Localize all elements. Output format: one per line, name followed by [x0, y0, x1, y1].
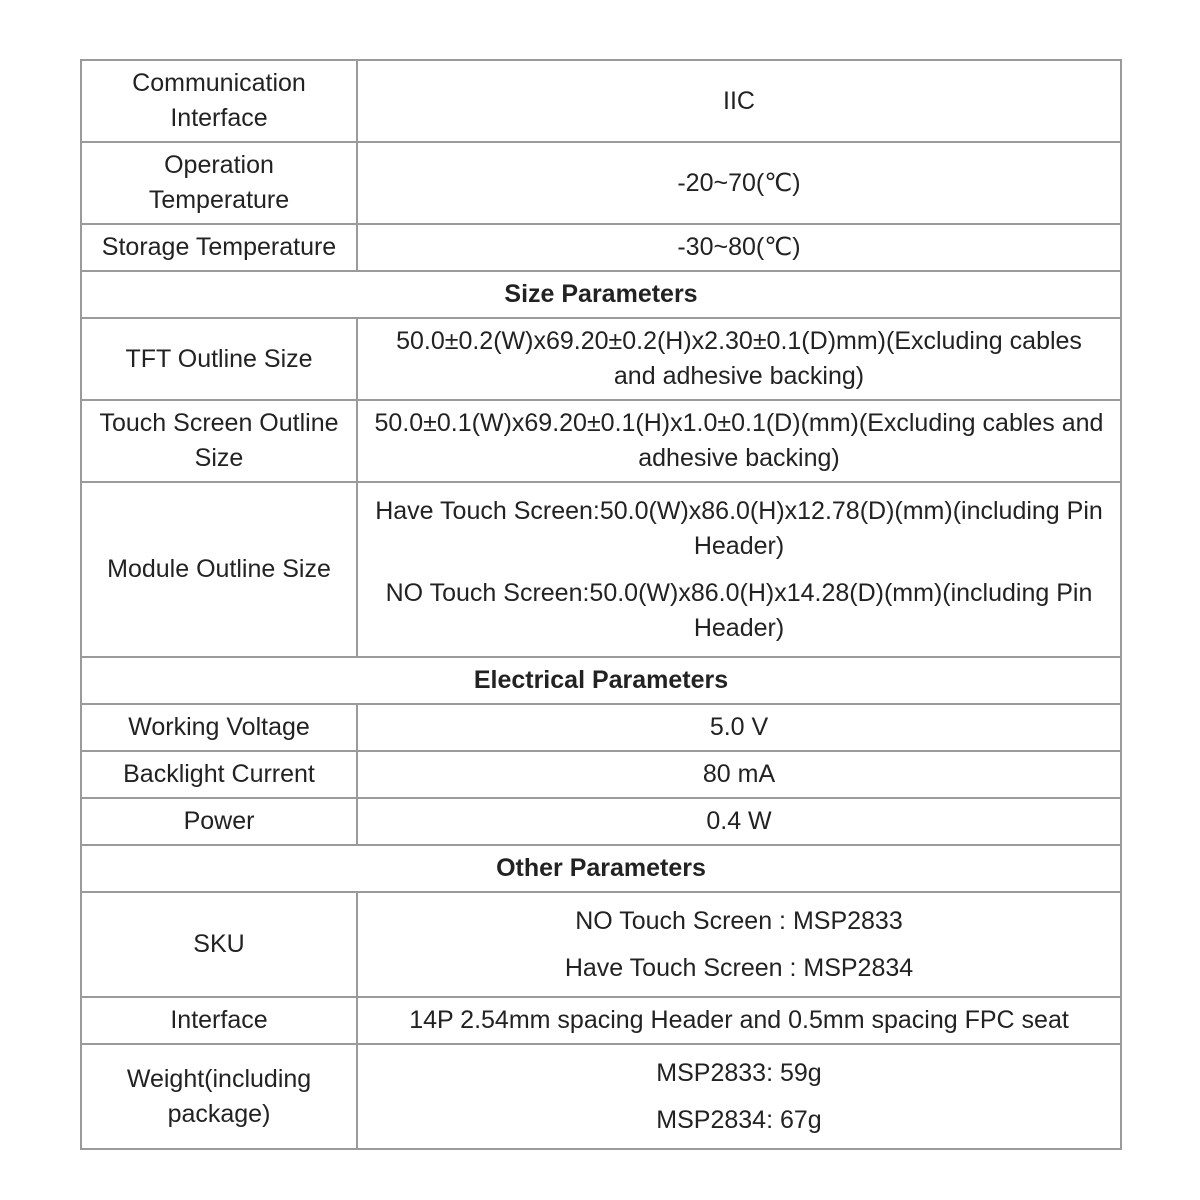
table-row [81, 224, 1121, 271]
weight-msp2833: MSP2833: 59g [656, 1058, 822, 1087]
row-value-working-voltage: 5.0 V [357, 704, 1121, 751]
section-title-size: Size Parameters [81, 271, 1121, 318]
table-row [81, 997, 1121, 1044]
table-row [81, 60, 1121, 142]
module-outline-have-touch: Have Touch Screen:50.0(W)x86.0(H)x12.78(D)(mm)(including Pin Header) [375, 496, 1103, 560]
row-label-power: Power [81, 798, 357, 845]
row-value-touch-screen-outline-size: 50.0±0.1(W)x69.20±0.1(H)x1.0±0.1(D)(mm)(Excluding cables and adhesive backing) [357, 400, 1121, 482]
table-row [81, 400, 1121, 482]
row-value-power: 0.4 W [357, 798, 1121, 845]
row-label-working-voltage: Working Voltage [81, 704, 357, 751]
table-row [81, 1044, 1121, 1149]
row-label-communication-interface: Communication Interface [81, 60, 357, 142]
row-label-touch-screen-outline-size: Touch Screen Outline Size [81, 400, 357, 482]
section-title-electrical: Electrical Parameters [81, 657, 1121, 704]
table-row [81, 142, 1121, 224]
row-value-module-outline-size [357, 482, 1121, 657]
row-label-storage-temperature: Storage Temperature [81, 224, 357, 271]
spec-table [80, 59, 1122, 1150]
row-label-weight: Weight(including package) [81, 1044, 357, 1149]
row-label-sku: SKU [81, 892, 357, 997]
table-row [81, 704, 1121, 751]
row-label-operation-temperature: Operation Temperature [81, 142, 357, 224]
row-value-interface: 14P 2.54mm spacing Header and 0.5mm spacing FPC seat [357, 997, 1121, 1044]
row-value-tft-outline-size: 50.0±0.2(W)x69.20±0.2(H)x2.30±0.1(D)mm)(Excluding cables and adhesive backing) [357, 318, 1121, 400]
row-label-tft-outline-size: TFT Outline Size [81, 318, 357, 400]
row-value-operation-temperature: -20~70(℃) [357, 142, 1121, 224]
row-label-interface: Interface [81, 997, 357, 1044]
row-value-sku [357, 892, 1121, 997]
row-value-weight [357, 1044, 1121, 1149]
row-value-storage-temperature: -30~80(℃) [357, 224, 1121, 271]
module-outline-no-touch: NO Touch Screen:50.0(W)x86.0(H)x14.28(D)(mm)(including Pin Header) [385, 578, 1093, 642]
weight-msp2834: MSP2834: 67g [656, 1105, 822, 1134]
table-row [81, 482, 1121, 657]
sku-no-touch: NO Touch Screen : MSP2833 [575, 906, 903, 935]
row-value-communication-interface: IIC [357, 60, 1121, 142]
section-header-row [81, 657, 1121, 704]
table-row [81, 892, 1121, 997]
section-header-row [81, 845, 1121, 892]
sku-have-touch: Have Touch Screen : MSP2834 [564, 953, 914, 982]
section-title-other: Other Parameters [81, 845, 1121, 892]
table-row [81, 751, 1121, 798]
table-row [81, 318, 1121, 400]
row-value-backlight-current: 80 mA [357, 751, 1121, 798]
section-header-row [81, 271, 1121, 318]
table-row [81, 798, 1121, 845]
row-label-module-outline-size: Module Outline Size [81, 482, 357, 657]
row-label-backlight-current: Backlight Current [81, 751, 357, 798]
